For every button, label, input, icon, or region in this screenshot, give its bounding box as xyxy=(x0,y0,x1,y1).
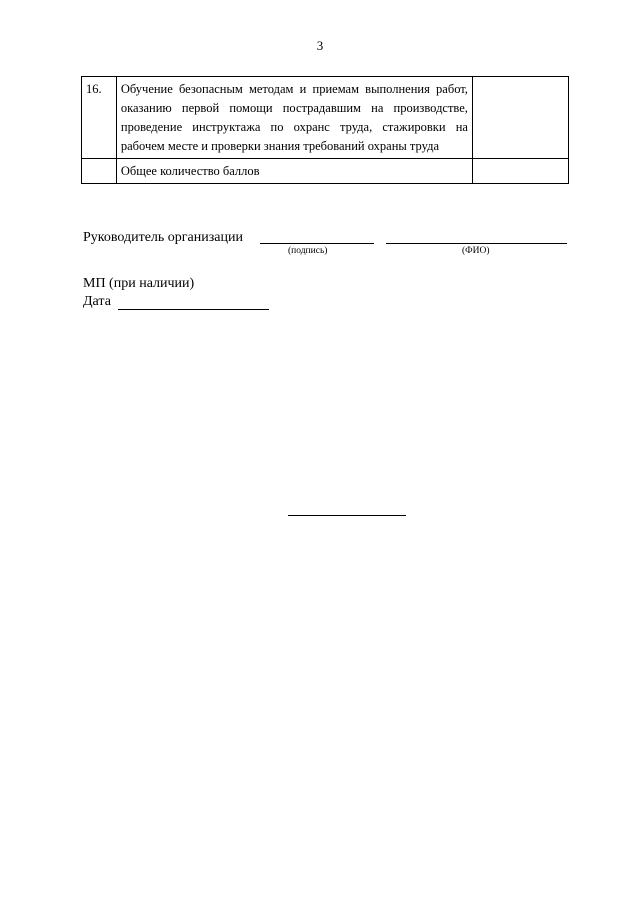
total-score-cell xyxy=(472,159,568,184)
signature-blank xyxy=(260,243,374,244)
page-number: 3 xyxy=(316,38,324,53)
full-name-caption: (ФИО) xyxy=(462,246,490,256)
stamp-label: МП (при наличии) xyxy=(83,276,195,291)
criterion-text-cell: Обучение безопасным методам и приемам выполнения работ, оказанию первой помощи пострадавшим на производстве, проведение инструктажа по охранс труда, стажировки на рабочем месте и проверки знания требований охраны труда xyxy=(116,77,472,159)
head-of-organization-label: Руководитель организации xyxy=(83,230,243,245)
total-label-cell: Общее количество баллов xyxy=(116,159,472,184)
row-number-cell xyxy=(82,159,117,184)
row-number-cell: 16. xyxy=(82,77,117,159)
signature-caption: (подпись) xyxy=(288,246,328,256)
table-row xyxy=(82,159,569,184)
score-cell xyxy=(472,77,568,159)
criteria-table xyxy=(81,76,569,184)
table-row xyxy=(82,77,569,159)
full-name-blank xyxy=(386,243,567,244)
date-label: Дата xyxy=(83,294,111,309)
end-of-document-rule xyxy=(288,515,406,516)
date-blank xyxy=(118,309,269,310)
